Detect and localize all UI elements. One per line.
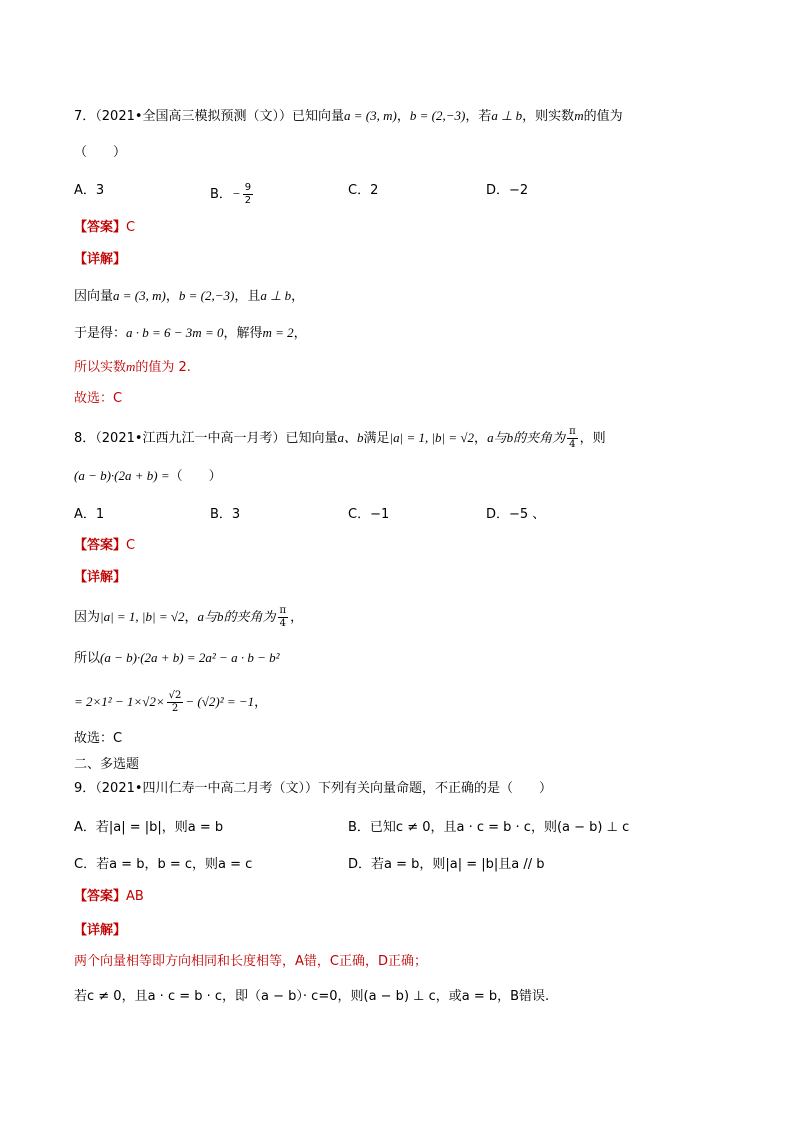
q8-option-d: D．−5 、 <box>486 507 546 522</box>
q7-option-b: B．− $\frac{9}{2}$ <box>210 182 252 206</box>
q7-blank: （ ） <box>74 145 127 160</box>
q8-angle-fraction: $\frac{\pi}{4}$ <box>569 426 576 450</box>
q7-option-c: C．2 <box>348 183 379 198</box>
q7-solution-3: 所以实数m的值为 2. <box>74 359 191 375</box>
q8-solution-3: = 2×1² − 1×√2× $\frac{√2}{2}$ − (√2)² = −1， <box>74 690 268 714</box>
q9-solution-1: 两个向量相等即方向相同和长度相等，A错，C正确，D正确； <box>74 954 427 969</box>
q9-option-b: B．已知c ≠ 0，且a · c = b · c，则(a − b) ⊥ c <box>348 820 630 835</box>
q9-detail-label: 【详解】 <box>74 923 127 938</box>
q7-option-d: D．−2 <box>486 183 529 198</box>
q9-solution-2: 若c ≠ 0，且a · c = b · c，即（a − b）· c=0，则(a − b) ⊥ c，或a = b，B错误. <box>74 989 550 1004</box>
q8-solution-1: 因为|a| = 1, |b| = √2，a与b的夹角为 $\frac{\pi}{4}$ ， <box>74 605 304 629</box>
q8-solution-sqrt-fraction: $\frac{√2}{2}$ <box>168 690 182 714</box>
q9-stem: 9．（2021•四川仁寿一中高二月考（文））下列有关向量命题，不正确的是（ ） <box>74 781 553 796</box>
q7-detail-label: 【详解】 <box>74 252 127 267</box>
q9-answer: 【答案】AB <box>74 889 144 904</box>
q8-option-c: C．−1 <box>348 507 390 522</box>
q8-solution-angle-fraction: $\frac{\pi}{4}$ <box>279 605 287 629</box>
section-title: 二、多选题 <box>74 757 140 772</box>
q8-stem: 8．（2021•江西九江一中高一月考）已知向量a、b满足|a| = 1, |b| = √2，a与b的夹角为 $\frac{\pi}{4}$ ，则 <box>74 426 606 450</box>
q7-solution-2: 于是得：a · b = 6 − 3m = 0，解得m = 2， <box>74 325 307 341</box>
q7-option-a: A．3 <box>74 183 105 198</box>
q8-expression: (a − b)·(2a + b) =（ ） <box>74 468 222 484</box>
q8-option-b: B．3 <box>210 507 241 522</box>
q7-stem: 7．（2021•全国高三模拟预测（文））已知向量a = (3, m)，b = (2,−3)，若a ⊥ b，则实数m的值为 <box>74 108 623 124</box>
q7-option-b-fraction: $\frac{9}{2}$ <box>244 182 252 206</box>
q8-detail-label: 【详解】 <box>74 570 127 585</box>
q7-solution-4: 故选：C <box>74 391 123 406</box>
q8-option-a: A．1 <box>74 507 105 522</box>
q9-option-d: D．若a = b，则|a| = |b|且a // b <box>348 857 545 872</box>
q9-option-a: A．若|a| = |b|，则a = b <box>74 820 224 835</box>
q7-answer: 【答案】C <box>74 220 136 235</box>
q8-solution-2: 所以(a − b)·(2a + b) = 2a² − a · b − b² <box>74 650 280 666</box>
q7-solution-1: 因向量a = (3, m)，b = (2,−3)，且a ⊥ b， <box>74 288 305 304</box>
q8-answer: 【答案】C <box>74 538 136 553</box>
q8-solution-4: 故选：C <box>74 731 123 746</box>
q9-option-c: C．若a = b，b = c，则a = c <box>74 857 253 872</box>
